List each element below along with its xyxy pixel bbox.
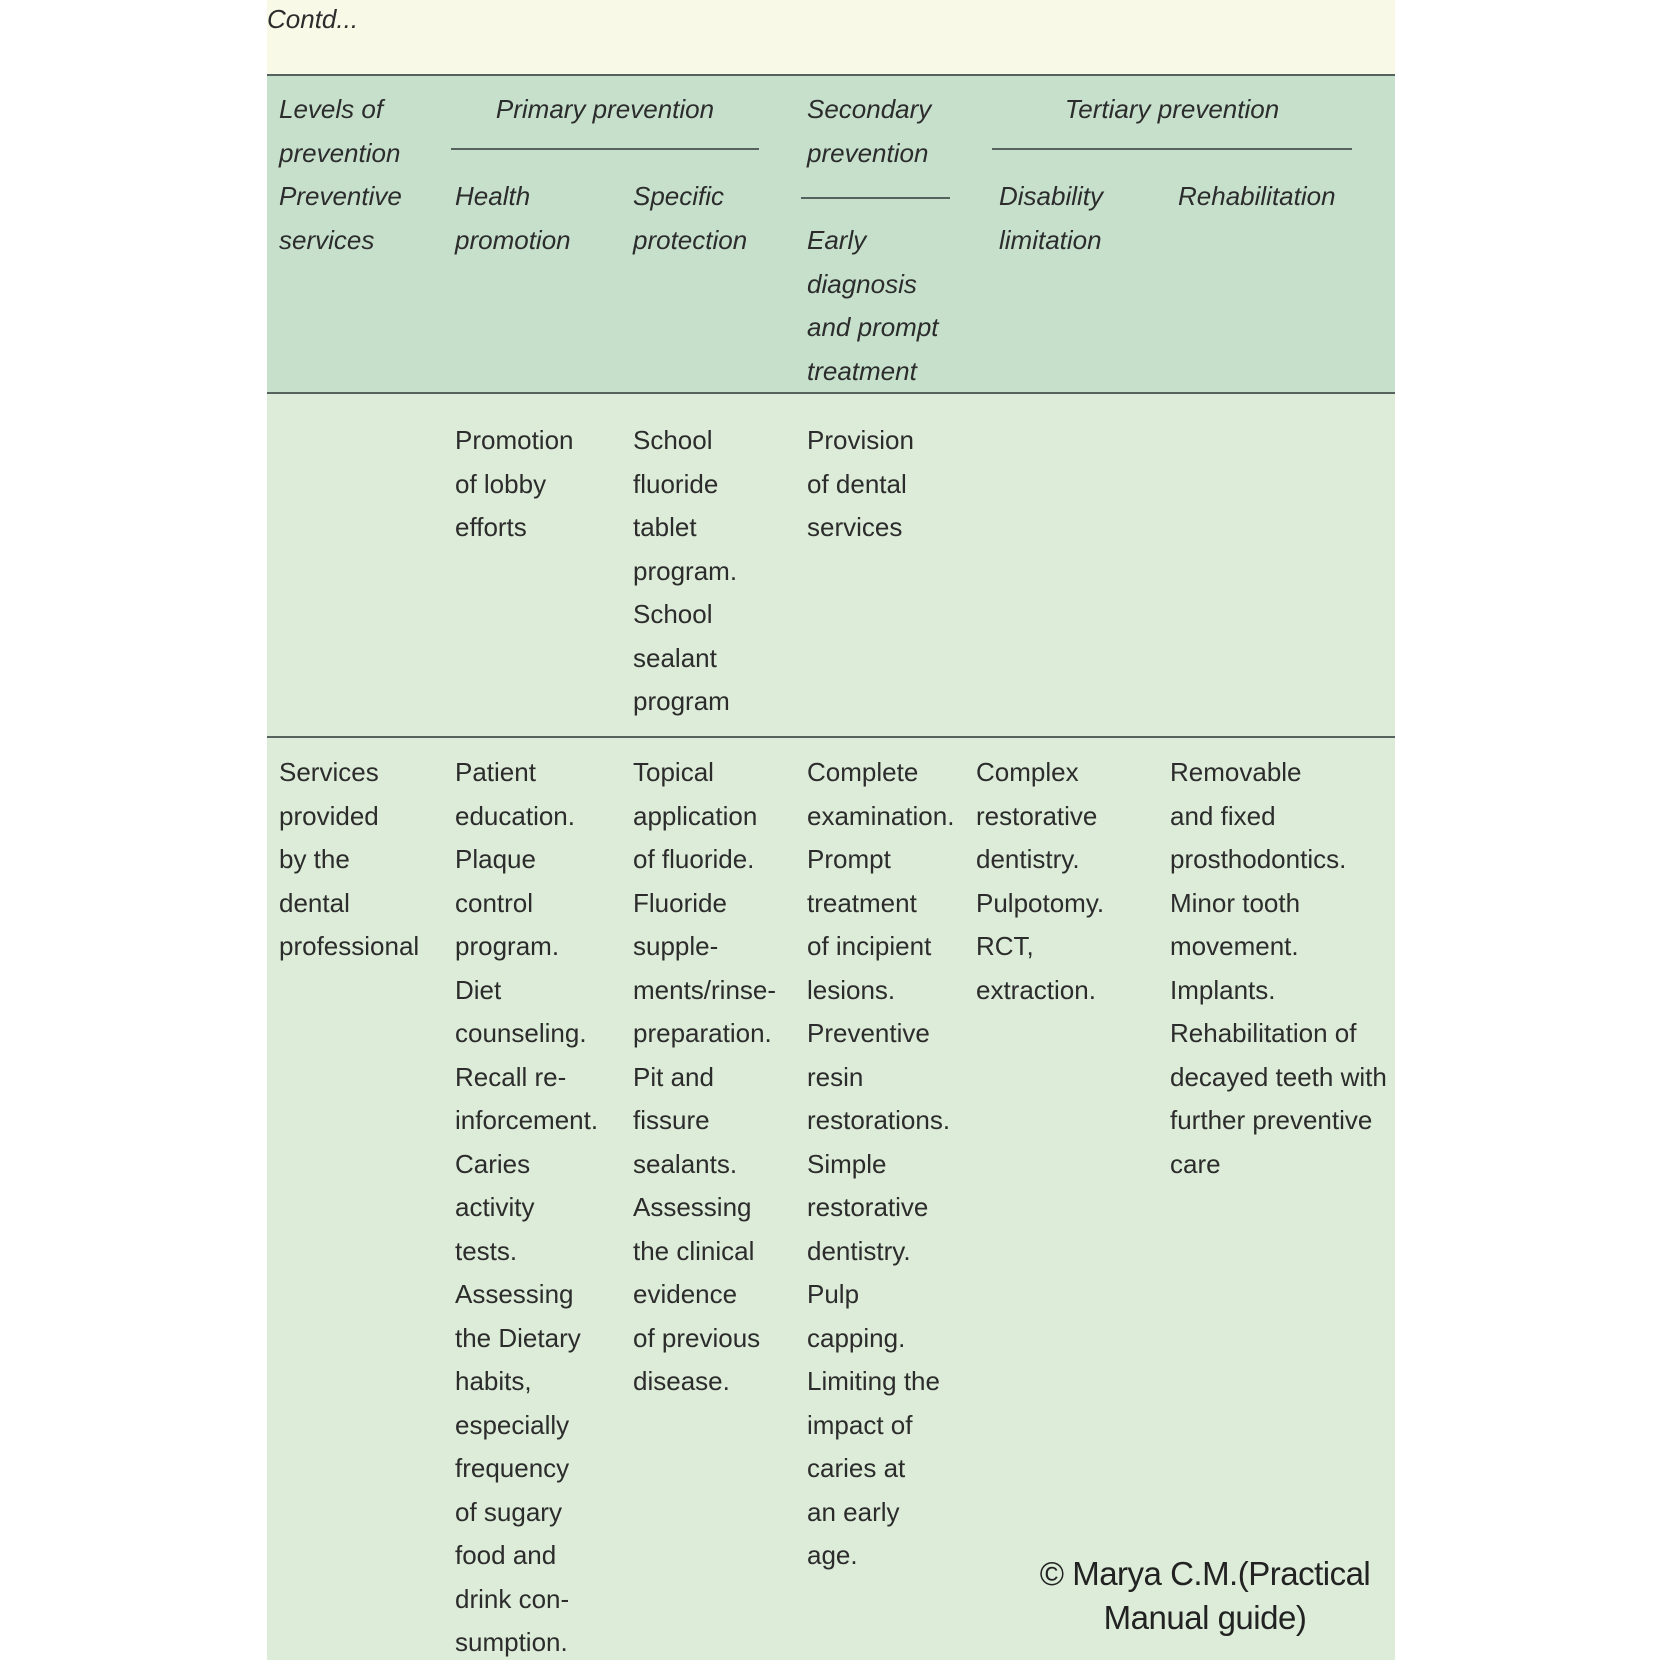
header-health-promotion: Health promotion xyxy=(455,181,571,255)
header-rehabilitation: Rehabilitation xyxy=(1178,181,1336,211)
header-secondary: Secondary prevention xyxy=(807,94,932,168)
continuation-band xyxy=(267,0,1395,74)
primary-underline xyxy=(451,148,759,150)
header-primary: Primary prevention xyxy=(495,94,715,124)
row2-specific-protection: Topical application of fluoride. Fluoride supple- ments/rinse- preparation. Pit and fissure sealants. Assessing the clinical evidence of previous disease. xyxy=(633,757,777,1396)
header-early-diagnosis: Early diagnosis and prompt treatment xyxy=(807,225,939,386)
header-levels: Levels of prevention Preventive services xyxy=(279,94,402,255)
row-divider xyxy=(267,736,1395,738)
header-disability-limitation: Disability limitation xyxy=(999,181,1104,255)
header-specific-protection: Specific protection xyxy=(633,181,748,255)
row2-rehabilitation: Removable and fixed prosthodontics. Minor tooth movement. Implants. Rehabilitation of decayed teeth with further preventive care xyxy=(1170,757,1387,1179)
row2-health-promotion: Patient education. Plaque control program. Diet counseling. Recall re- inforcement. Caries activity tests. Assessing the Dietary habits, especially frequency of sugary food and drink con- sumption. xyxy=(455,757,599,1657)
row1-specific-protection: School fluoride tablet program. School sealant program xyxy=(633,425,738,716)
header-tertiary: Tertiary prevention xyxy=(1064,94,1280,124)
row1-early-diagnosis: Provision of dental services xyxy=(807,425,914,542)
secondary-underline xyxy=(801,197,950,199)
row1-health-promotion: Promotion of lobby efforts xyxy=(455,425,574,542)
contd-label: Contd... xyxy=(267,4,359,34)
row2-early-diagnosis: Complete examination. Prompt treatment of incipient lesions. Preventive resin restorations. Simple restorative dentistry. Pulp capping. Limiting the impact of caries at an early age. xyxy=(807,757,955,1570)
tertiary-underline xyxy=(992,148,1352,150)
row2-disability-limitation: Complex restorative dentistry. Pulpotomy. RCT, extraction. xyxy=(976,757,1105,1005)
row2-label: Services provided by the dental professional xyxy=(279,757,420,961)
copyright-watermark: © Marya C.M.(Practical Manual guide) xyxy=(1039,1555,1371,1636)
